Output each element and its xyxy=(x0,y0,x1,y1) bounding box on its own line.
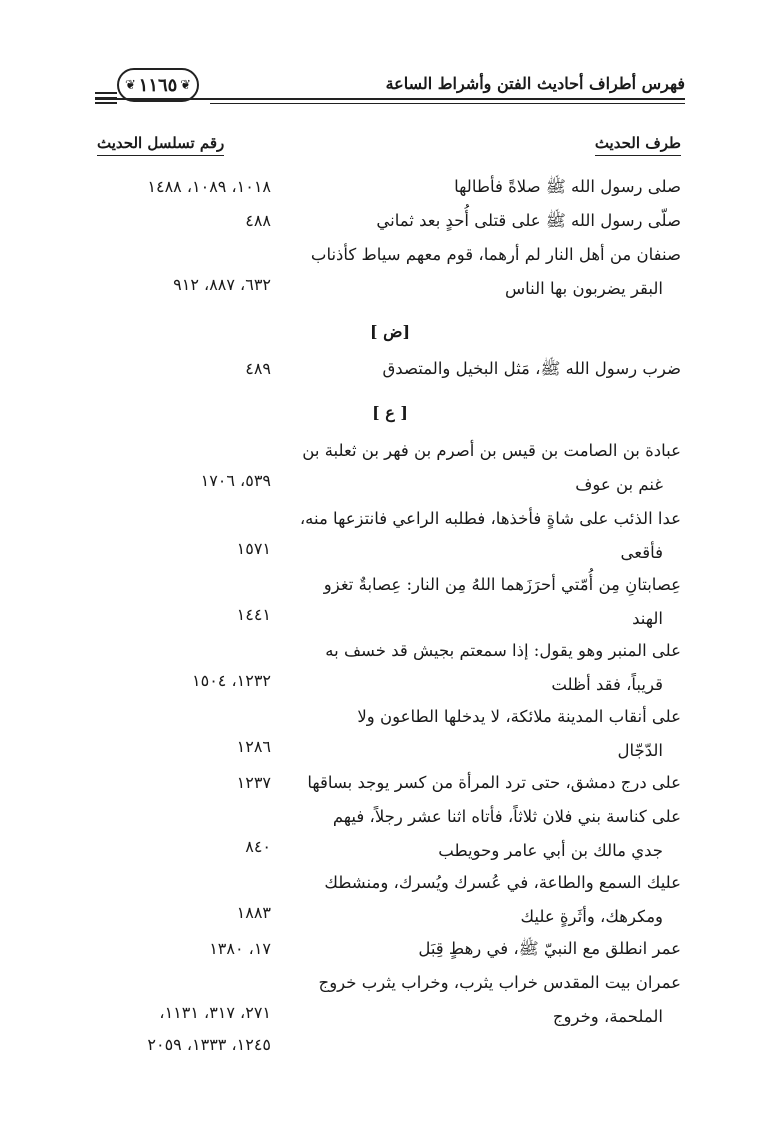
header-rule xyxy=(95,98,685,100)
hadith-serials: ١٨٨٣ xyxy=(236,903,271,922)
hadith-excerpt: عدا الذئب على شاةٍ فأخذها، فطلبه الراعي فانتزعها منه، فأقعى xyxy=(299,509,681,562)
hadith-excerpt: صلّى رسول الله ﷺ على قتلى أُحدٍ بعد ثماني xyxy=(376,211,681,230)
hadith-serials: ١٠١٨، ١٠٨٩، ١٤٨٨ xyxy=(147,177,271,196)
column-header-serial: رقم تسلسل الحديث xyxy=(97,134,224,156)
hadith-excerpt: عبادة بن الصامت بن قيس بن أصرم بن فهر بن ثعلبة بن غنم بن عوف xyxy=(302,441,681,494)
header-rule-thin xyxy=(210,103,685,104)
hadith-serials: ١٥٧١ xyxy=(236,539,271,558)
hadith-serials: ١٤٤١ xyxy=(236,605,271,624)
page-number-frame xyxy=(117,68,199,102)
hadith-excerpt: على درج دمشق، حتى ترد المرأة من كسر يوجد بساقها xyxy=(307,773,681,792)
hadith-excerpt: صلى رسول الله ﷺ صلاةً فأطالها xyxy=(454,177,681,196)
hadith-serials: ١٢٣٧ xyxy=(236,773,271,792)
hadith-excerpt: عمران بيت المقدس خراب يثرب، وخراب يثرب خروج الملحمة، وخروج xyxy=(318,973,681,1026)
hadith-serials: ١٢٨٦ xyxy=(236,737,271,756)
hadith-serials: ١٢٣٢، ١٥٠٤ xyxy=(192,671,271,690)
hadith-excerpt: عِصابتانِ مِن أُمّتي أحرَزَهما اللهُ مِن النار: عِصابةٌ تغزو الهند xyxy=(323,575,681,628)
section-letter-ayn: [ ع ] xyxy=(372,403,408,422)
hadith-serials: ٢٧١، ٣١٧، ١١٣١، xyxy=(159,1003,271,1022)
hadith-excerpt: ضرب رسول الله ﷺ، مَثل البخيل والمتصدق xyxy=(382,359,681,378)
hadith-serials: ٤٨٩ xyxy=(245,359,271,378)
hadith-excerpt: على المنبر وهو يقول: إذا سمعتم بجيش قد خسف به قريباً، فقد أظلت xyxy=(325,641,681,694)
hadith-excerpt: على كناسة بني فلان ثلاثاً، فأتاه اثنا عشر رجلاً، فيهم جدي مالك بن أبي عامر وحويطب xyxy=(332,807,681,860)
hadith-serials-continued: ١٢٤٥، ١٣٣٣، ٢٠٥٩ xyxy=(147,1035,271,1054)
section-letter-dad: [ض ] xyxy=(369,322,411,341)
hadith-serials: ٤٨٨ xyxy=(245,211,271,230)
laurel-right-icon: ❦ xyxy=(180,77,191,93)
hadith-serials: ٥٣٩، ١٧٠٦ xyxy=(200,471,271,490)
running-header xyxy=(95,70,685,110)
hadith-serials: ١٧، ١٣٨٠ xyxy=(209,939,271,958)
header-title: فهرس أطراف أحاديث الفتن وأشراط الساعة xyxy=(385,74,685,93)
laurel-left-icon: ❦ xyxy=(125,77,136,93)
page-number: ١١٦٥ xyxy=(138,74,178,96)
hadith-excerpt: صنفان من أهل النار لم أرهما، قوم معهم سياط كأذناب البقر يضربون بها الناس xyxy=(310,245,681,298)
hadith-serials: ٨٤٠ xyxy=(245,837,271,856)
hadith-excerpt: عمر انطلق مع النبيّ ﷺ، في رهطٍ قِبَل xyxy=(418,939,681,958)
hadith-excerpt: عليك السمع والطاعة، في عُسرك ويُسرك، ومنشطك ومكرهك، وأثَرةٍ عليك xyxy=(324,873,681,926)
hadith-serials: ٦٣٢، ٨٨٧، ٩١٢ xyxy=(173,275,271,294)
hadith-excerpt: على أنقاب المدينة ملائكة، لا يدخلها الطاعون ولا الدّجّال xyxy=(357,707,681,760)
column-header-hadith: طرف الحديث xyxy=(595,134,681,156)
